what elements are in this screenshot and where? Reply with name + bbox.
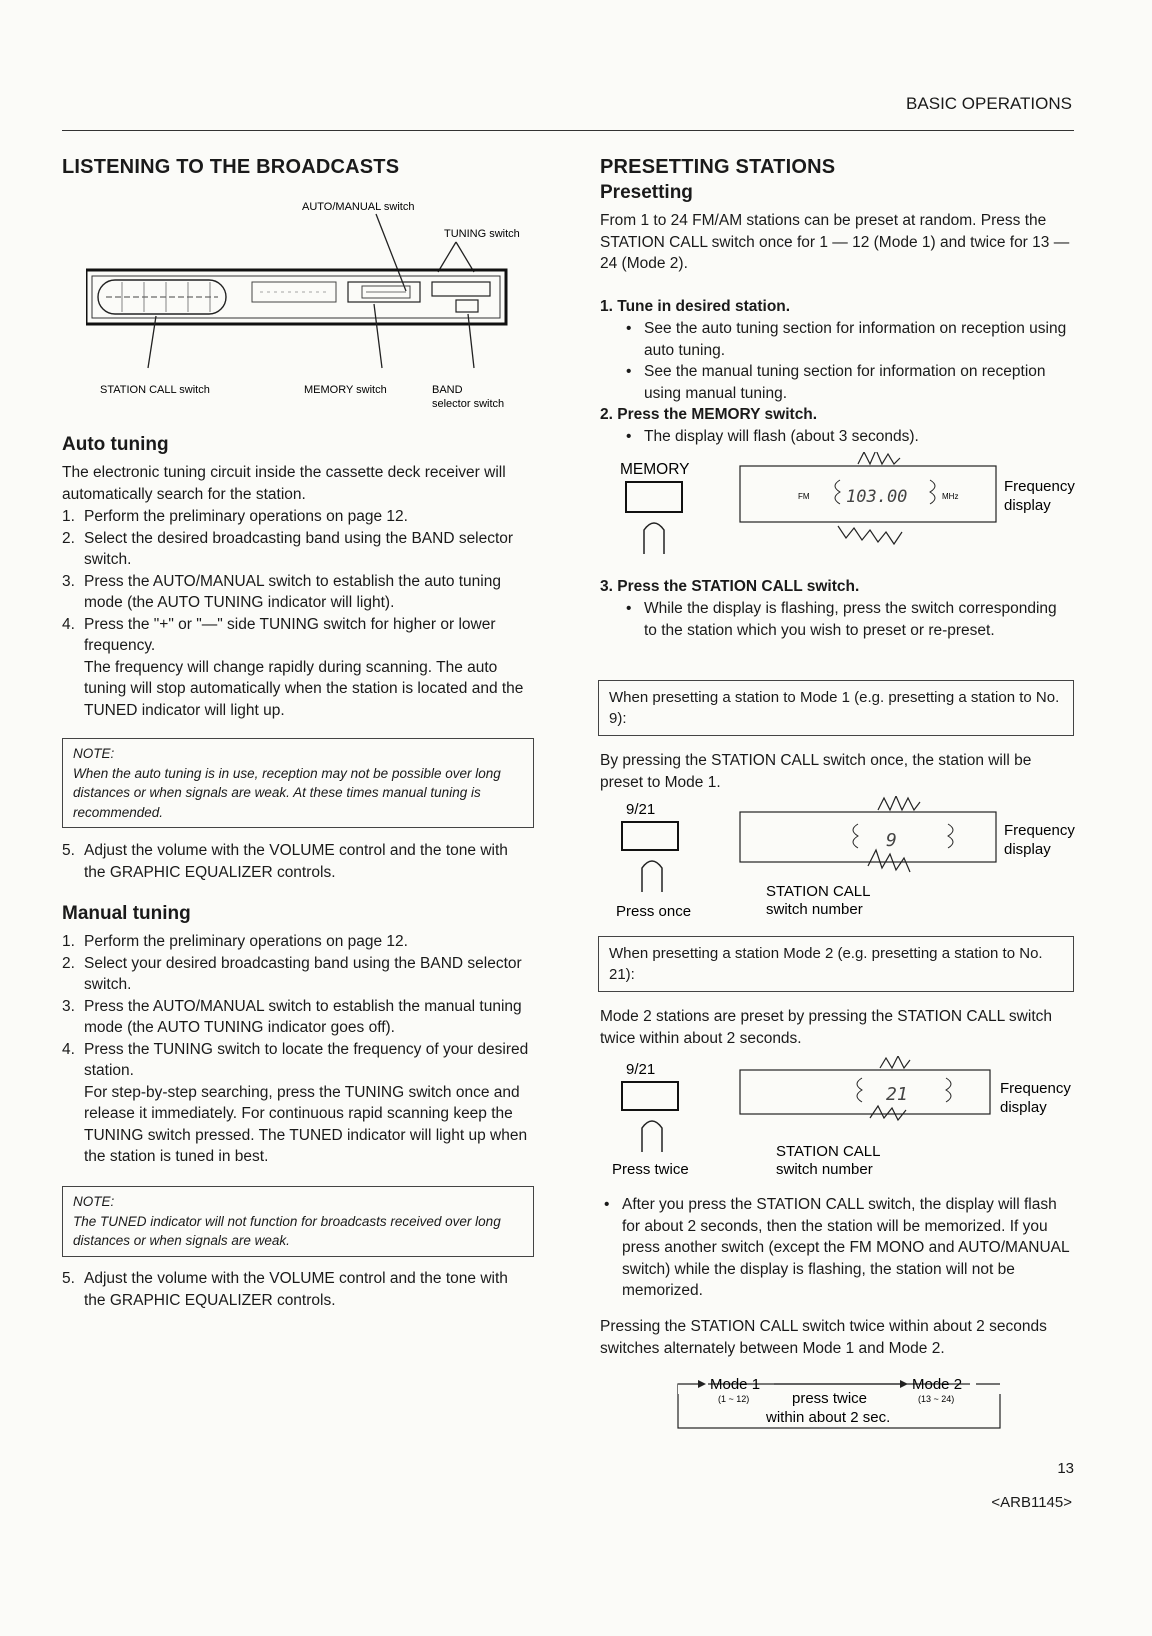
memory-display-figure: [608, 452, 1078, 564]
auto-note: [62, 738, 534, 828]
arrow-icon: [900, 1380, 908, 1388]
finger-icon: [644, 523, 664, 554]
station-call-button: [622, 822, 678, 850]
frequency-label-1: Frequency: [1000, 1080, 1071, 1097]
list-item-continued: For step-by-step searching, press the TUNING switch once and release it immediately. For continuous rapid scanning keep the TUNING switch pressed. The TUNED indicator will light up when the station is tuned in best.: [84, 1083, 528, 1165]
note-label: NOTE:: [73, 1194, 115, 1209]
label-auto-manual: AUTO/MANUAL switch: [302, 201, 415, 213]
frequency-display: [740, 812, 996, 862]
mode2-box: When presetting a station Mode 2 (e.g. presetting a station to No. 21):: [598, 936, 1074, 992]
step-3: 3. Press the STATION CALL switch.: [600, 578, 860, 595]
mode2-paragraph: Mode 2 stations are preset by pressing the STATION CALL switch twice within about 2 seconds.: [600, 1008, 1052, 1047]
presetting-subtitle: Presetting: [600, 182, 693, 203]
frequency-display: [740, 1070, 990, 1114]
station-call-caption: STATION CALL: [766, 883, 871, 900]
receiver-diagram: [86, 196, 526, 416]
list-item: 5. Adjust the volume with the VOLUME control and the tone with the GRAPHIC EQUALIZER controls.: [62, 1270, 508, 1309]
step-2: 2. Press the MEMORY switch.: [600, 406, 818, 423]
auto-steps: [62, 506, 532, 721]
note-text: The TUNED indicator will not function for broadcasts received over long distances or when signals are weak.: [73, 1213, 501, 1248]
step-1-bullets: [600, 318, 1072, 404]
finger-icon: [642, 1121, 662, 1152]
label-station-call: STATION CALL switch: [100, 384, 210, 396]
step-2-bullet: [600, 426, 1072, 448]
press-once-label: Press once: [616, 903, 692, 920]
memory-button: [626, 482, 682, 512]
list-item: 4. Press the "+" or "—" side TUNING switch for higher or lower frequency.: [62, 615, 496, 654]
manual-tuning-title: Manual tuning: [62, 903, 191, 924]
press-twice-text: press twice: [792, 1390, 868, 1407]
left-title: LISTENING TO THE BROADCASTS: [62, 156, 400, 178]
frequency-label-1: Frequency: [1004, 478, 1075, 495]
list-item-continued: The frequency will change rapidly during scanning. The auto tuning will stop automatically when the station is located and the TUNED indicator will light up.: [84, 658, 524, 719]
list-item: 5. Adjust the volume with the VOLUME control and the tone with the GRAPHIC EQUALIZER controls.: [62, 842, 508, 881]
frequency-label-2: display: [1004, 841, 1051, 858]
press-once-figure: [608, 796, 1078, 922]
bullet-item: • While the display is flashing, press the switch corresponding to the station which you wish to preset or re-preset.: [600, 598, 1072, 641]
auto-step5: [62, 840, 532, 883]
note-text: When the auto tuning is in use, reception may not be possible over long distances or when signals are weak. At these times manual tuning is recommended.: [73, 765, 501, 820]
manual-step5: [62, 1268, 532, 1311]
manual-note: [62, 1186, 534, 1257]
section-header: BASIC OPERATIONS: [906, 94, 1072, 113]
list-item: 4. Press the TUNING switch to locate the frequency of your desired station.: [62, 1040, 529, 1079]
document-code: <ARB1145>: [991, 1494, 1072, 1511]
press-twice-label: Press twice: [612, 1161, 689, 1178]
station-button-label: 9/21: [626, 801, 656, 818]
mode-2-range: (13 ~ 24): [918, 1394, 955, 1404]
label-tuning: TUNING switch: [444, 228, 520, 240]
flash-lines-bottom: [838, 526, 902, 544]
bullet-item: • See the auto tuning section for information on reception using auto tuning.: [600, 318, 1072, 361]
label-band-2: selector switch: [432, 398, 505, 410]
within-text: within about 2 sec.: [766, 1409, 891, 1426]
auto-intro: The electronic tuning circuit inside the cassette deck receiver will automatically search for the station.: [62, 464, 506, 503]
note-label: NOTE:: [73, 746, 115, 761]
label-band-1: BAND: [432, 384, 463, 396]
mode1-paragraph: By pressing the STATION CALL switch once, the station will be preset to Mode 1.: [600, 752, 1032, 791]
station-button-label: 9/21: [626, 1061, 656, 1078]
finger-icon: [642, 861, 662, 892]
bullet-item: • The display will flash (about 3 seconds).: [600, 426, 1072, 448]
unit-mhz: MHz: [942, 492, 959, 501]
channel-digit: 21: [886, 1084, 908, 1105]
step-3-bullet: [600, 598, 1072, 641]
mode1-box: When presetting a station to Mode 1 (e.g. presetting a station to No. 9):: [598, 680, 1074, 736]
mode-switch-paragraph: Pressing the STATION CALL switch twice within about 2 seconds switches alternately between Mode 1 and Mode 2.: [600, 1318, 1047, 1357]
receiver-body: [86, 270, 506, 324]
press-twice-figure: [608, 1056, 1078, 1182]
list-item: 2. Select your desired broadcasting band using the BAND selector switch.: [62, 954, 522, 993]
frequency-label-2: display: [1000, 1099, 1047, 1116]
bullet-item: • After you press the STATION CALL switch, the display will flash for about 2 seconds, then the station will be memorized. If you press another switch (except the FM MONO and AUTO/MANUAL switch) while the display is flashing, the station will not be memorized.: [600, 1194, 1072, 1302]
switch-number-caption: switch number: [766, 901, 863, 918]
station-call-button: [622, 1082, 678, 1110]
page-number: 13: [1057, 1460, 1074, 1477]
frequency-readout: 103.00: [846, 487, 908, 507]
station-call-caption: STATION CALL: [776, 1143, 881, 1160]
step-1: 1. Tune in desired station.: [600, 298, 791, 315]
frequency-label-1: Frequency: [1004, 822, 1075, 839]
mode-2-label: Mode 2: [912, 1376, 963, 1393]
memory-button-label: MEMORY: [620, 461, 690, 478]
mode-1-label: Mode 1: [710, 1376, 761, 1393]
list-item: 3. Press the AUTO/MANUAL switch to establish the manual tuning mode (the AUTO TUNING indicator goes off).: [62, 997, 522, 1036]
label-memory: MEMORY switch: [304, 384, 387, 396]
presetting-intro: From 1 to 24 FM/AM stations can be preset at random. Press the STATION CALL switch once for 1 — 12 (Mode 1) and twice for 13 — 24 (Mode 2).: [600, 212, 1070, 272]
band-selector: [456, 300, 478, 312]
band-fm: FM: [798, 492, 810, 501]
bullet-item: • See the manual tuning section for information on reception using manual tuning.: [600, 361, 1072, 404]
tuning-switch: [432, 282, 490, 296]
mode-1-range: (1 ~ 12): [718, 1394, 750, 1404]
list-item: 2. Select the desired broadcasting band using the BAND selector switch.: [62, 529, 514, 568]
manual-steps: [62, 931, 532, 1168]
mode-toggle-diagram: [674, 1372, 1010, 1436]
channel-digit: 9: [886, 830, 897, 851]
switch-number-caption: switch number: [776, 1161, 873, 1178]
auto-tuning-title: Auto tuning: [62, 434, 169, 455]
header-rule: [62, 130, 1074, 131]
flash-lines-top: [858, 452, 900, 464]
list-item: 3. Press the AUTO/MANUAL switch to establish the auto tuning mode (the AUTO TUNING indicator will light).: [62, 572, 501, 611]
frequency-label-2: display: [1004, 497, 1051, 514]
list-item: 1. Perform the preliminary operations on page 12.: [62, 508, 408, 525]
after-bullet: [600, 1194, 1072, 1302]
right-title: PRESETTING STATIONS: [600, 156, 836, 178]
list-item: 1. Perform the preliminary operations on page 12.: [62, 933, 408, 950]
